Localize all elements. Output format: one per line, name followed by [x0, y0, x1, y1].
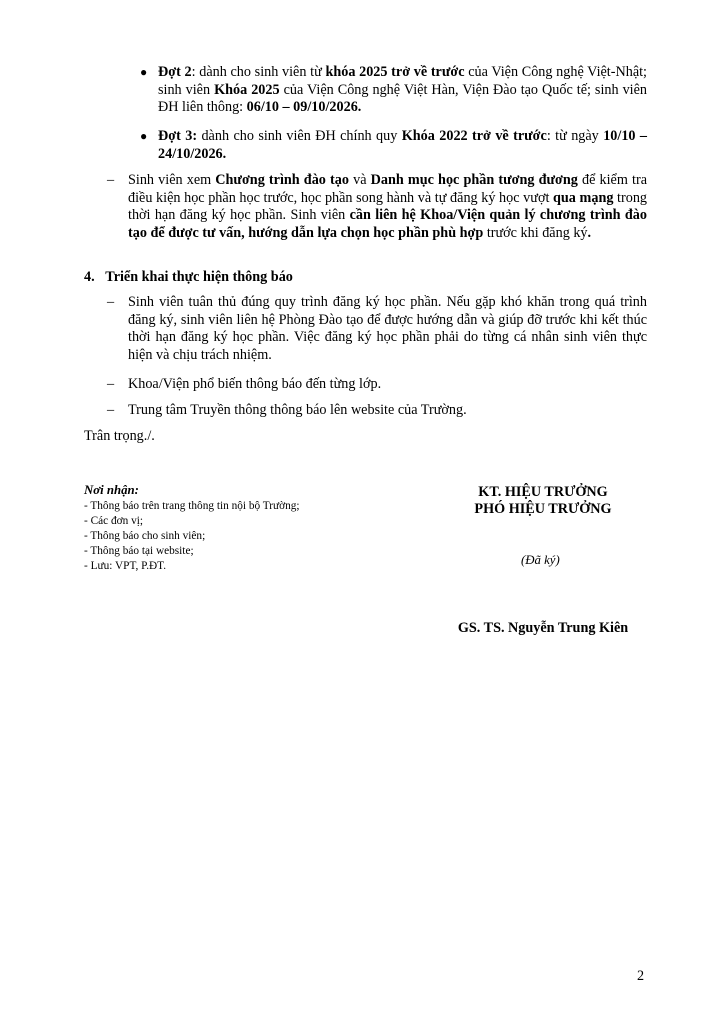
recipient-item: - Các đơn vị; [84, 515, 143, 527]
closing-text: Trân trọng./. [84, 428, 155, 444]
batch-3-paragraph: Đợt 3: dành cho sinh viên ĐH chính quy Khóa 2022 trở về trước: từ ngày 10/10 – 24/10/2026. [158, 128, 648, 162]
signature-title-line-1: KT. HIỆU TRƯỞNG [478, 484, 608, 500]
signature-title-line-2: PHÓ HIỆU TRƯỞNG [474, 501, 612, 517]
section-4-heading [84, 268, 293, 286]
recipient-item: - Thông báo cho sinh viên; [84, 530, 206, 542]
recipient-item: - Thông báo trên trang thông tin nội bộ Trường; [84, 500, 300, 512]
curriculum-note-paragraph: Sinh viên xem Chương trình đào tạo và Danh mục học phần tương đương để kiểm tra điều kiện học phần học trước, học phần song hành và tự đăng ký học vượt qua mạng trong thời hạn đăng ký học phần. Sinh viên cần liên hệ Khoa/Viện quản lý chương trình đào tạo để được tư vấn, hướng dẫn lựa chọn học phần phù hợp trước khi đăng ký. [128, 172, 648, 241]
page-number: 2 [637, 968, 645, 984]
recipient-item: - Thông báo tại website; [84, 545, 194, 557]
dash-marker: – [107, 376, 115, 392]
section-4-item: Khoa/Viện phổ biến thông báo đến từng lớp. [128, 376, 382, 392]
signed-note: (Đã ký) [521, 553, 560, 567]
signer-name: GS. TS. Nguyễn Trung Kiên [457, 620, 629, 636]
dash-marker: – [107, 402, 115, 418]
recipients-title: Nơi nhận: [84, 483, 139, 497]
dash-marker: – [107, 294, 115, 310]
section-number: 4. [84, 269, 95, 285]
bullet-icon: ● [140, 129, 148, 143]
section-4-item: Sinh viên tuân thủ đúng quy trình đăng ký học phần. Nếu gặp khó khăn trong quá trình đăng ký, sinh viên liên hệ Phòng Đào tạo để được hướng dẫn và giúp đỡ trước khi kết thúc thời hạn đăng ký học phần. Việc đăng ký học phần phải do từng cá nhân sinh viên thực hiện và chịu trách nhiệm. [128, 294, 647, 363]
batch-2-paragraph: Đợt 2: dành cho sinh viên từ khóa 2025 trở về trước của Viện Công nghệ Việt-Nhật; sinh viên Khóa 2025 của Viện Công nghệ Việt Hàn, Viện Đào tạo Quốc tế; sinh viên ĐH liên thông: 06/10 – 09/10/2026. [158, 64, 648, 116]
recipient-item: - Lưu: VPT, P.ĐT. [84, 560, 167, 572]
section-4-item: Trung tâm Truyền thông thông báo lên website của Trường. [128, 402, 467, 418]
dash-marker: – [107, 172, 115, 188]
bullet-icon: ● [140, 65, 148, 79]
section-title: Triển khai thực hiện thông báo [105, 269, 293, 285]
